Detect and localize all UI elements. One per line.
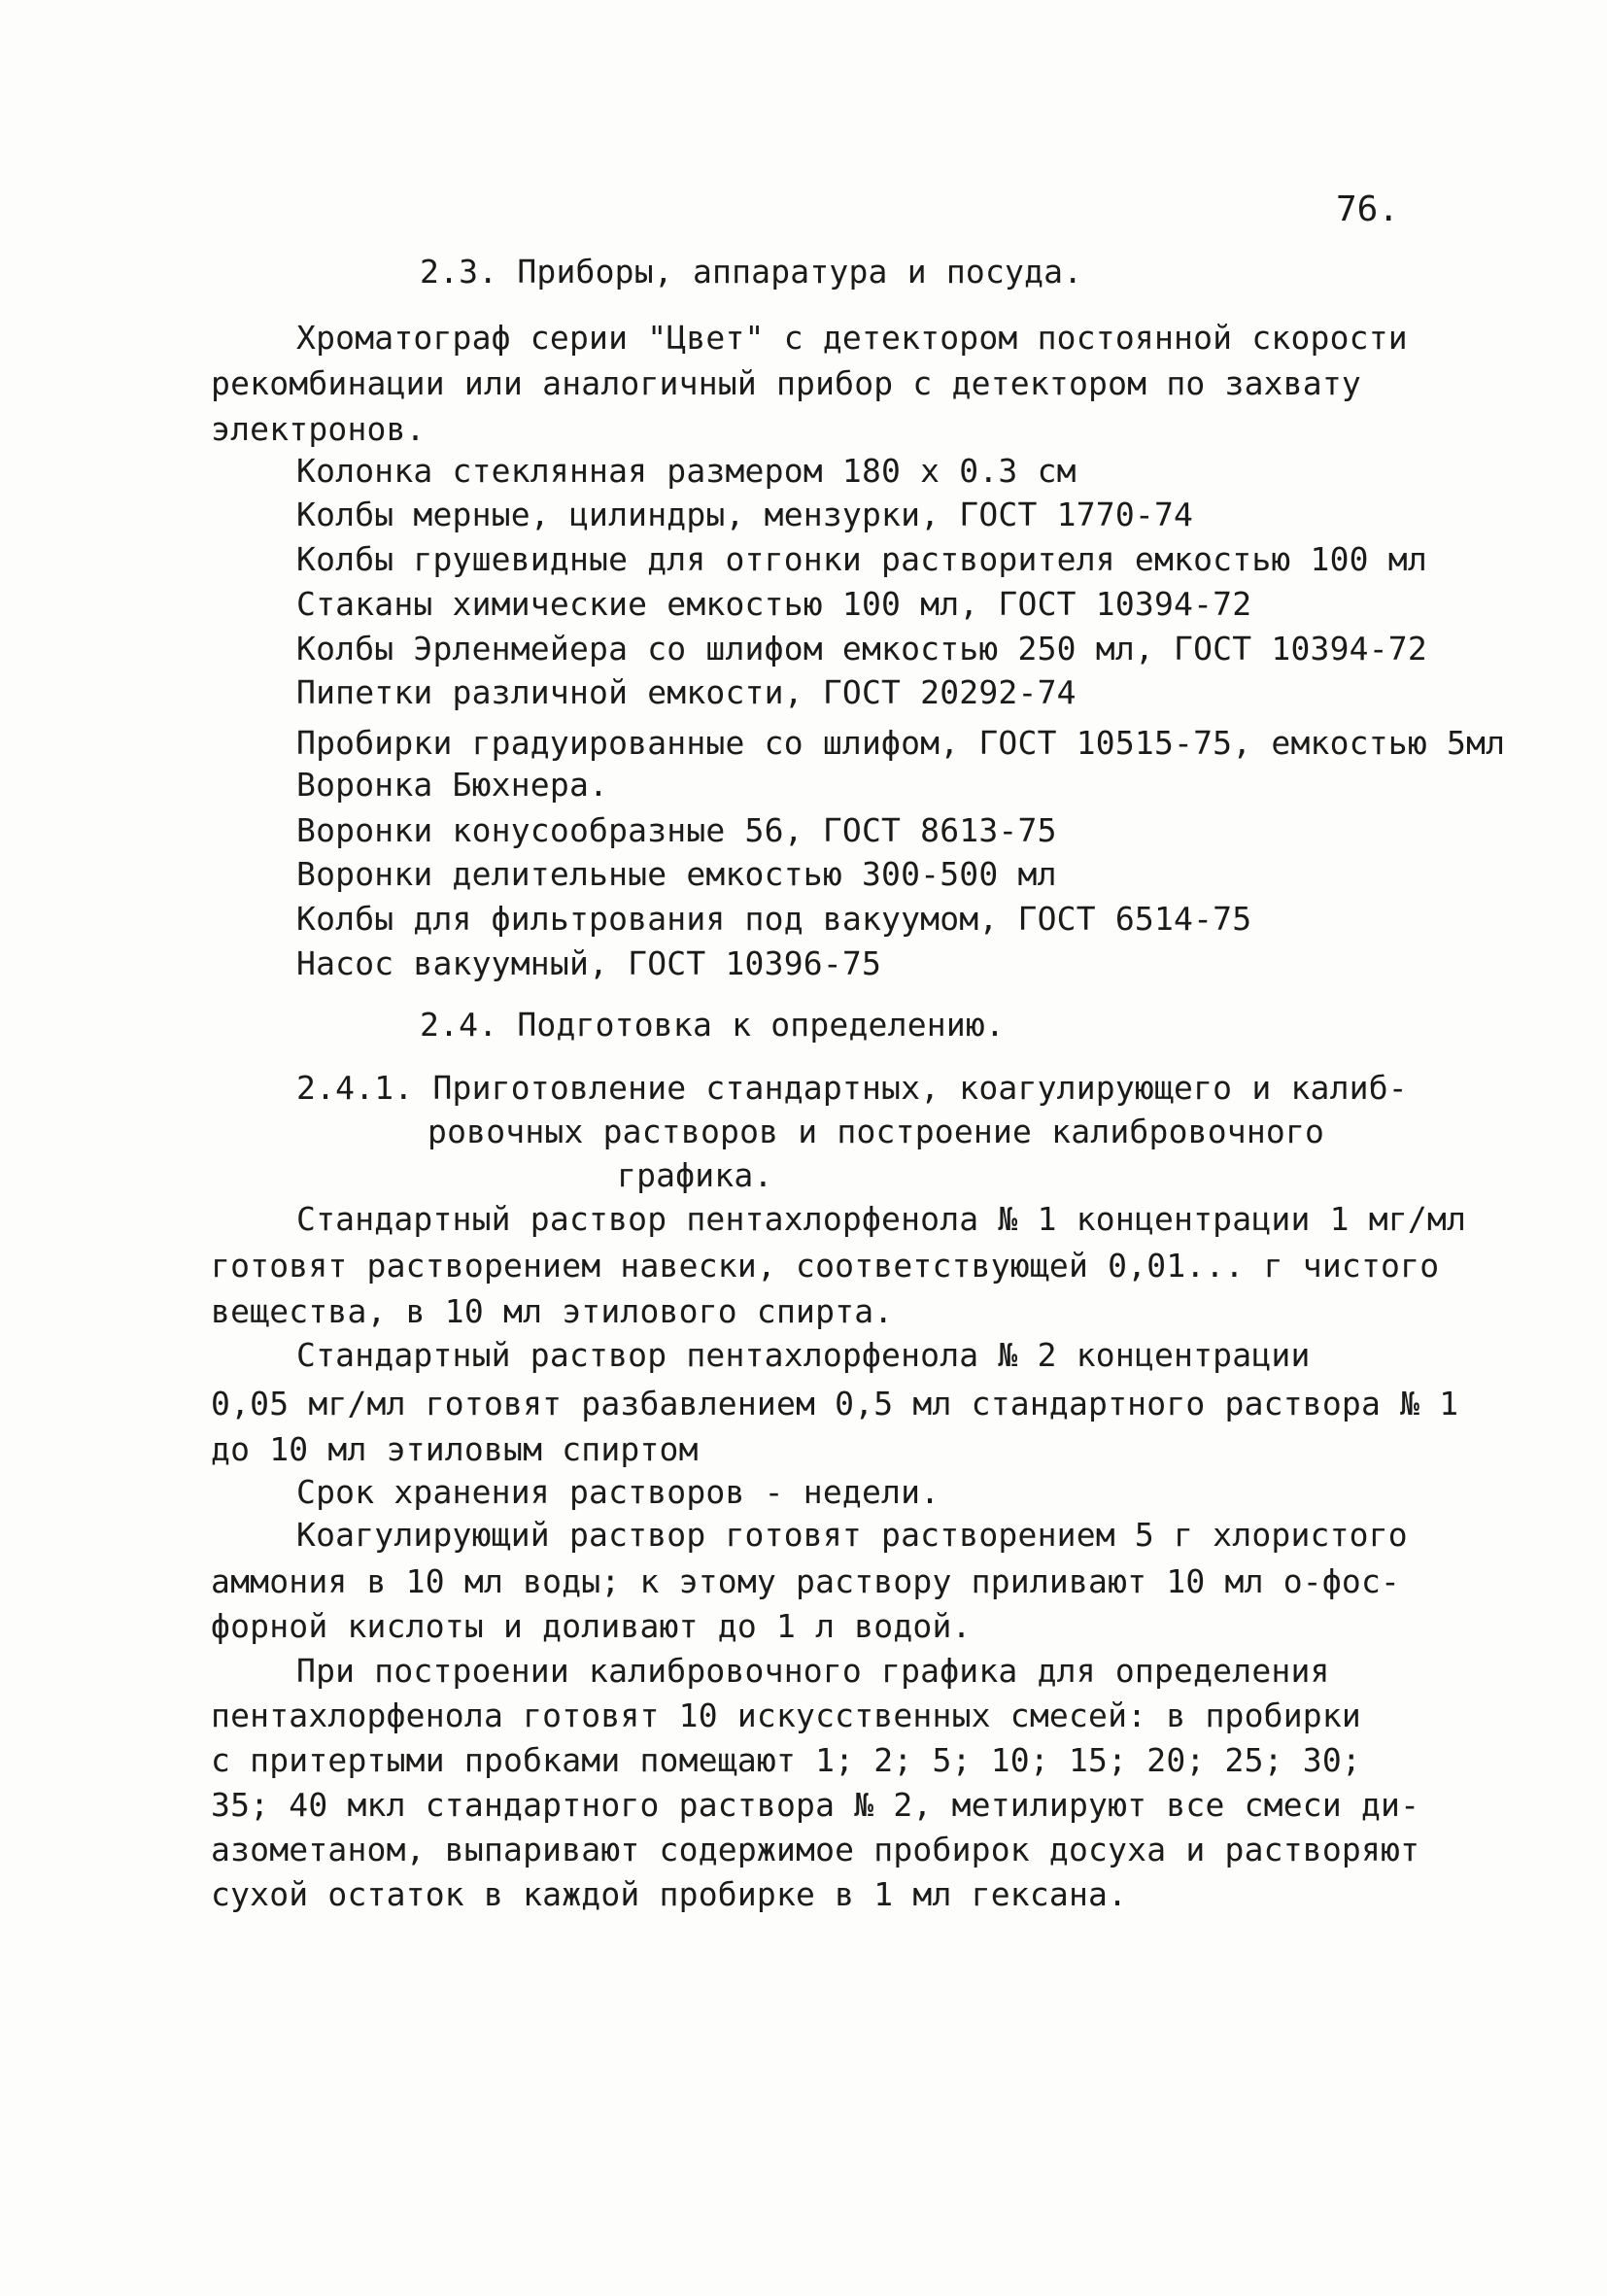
intro-line: рекомбинации или аналогичный прибор с детектором по захвату xyxy=(211,364,1361,402)
paragraph-line: 0,05 мг/мл готовят разбавлением 0,5 мл стандартного раствора № 1 xyxy=(211,1385,1459,1422)
paragraph-line: Стандартный раствор пентахлорфенола № 2 концентрации xyxy=(296,1336,1311,1374)
paragraph-line: форной кислоты и доливают до 1 л водой. xyxy=(211,1607,972,1645)
equipment-item: Воронки делительные емкостью 300-500 мл xyxy=(296,855,1057,893)
paragraph-line: готовят растворением навески, соответствующей 0,01... г чистого xyxy=(211,1247,1440,1285)
paragraph-line: 35; 40 мкл стандартного раствора № 2, метилируют все смеси ди- xyxy=(211,1786,1420,1824)
equipment-item: Насос вакуумный, ГОСТ 10396-75 xyxy=(296,944,882,982)
paragraph-line: Коагулирующий раствор готовят растворением 5 г хлористого xyxy=(296,1516,1408,1554)
equipment-item: Колбы для фильтрования под вакуумом, ГОСТ 6514-75 xyxy=(296,900,1252,938)
subsection-heading-2-4-1: графика. xyxy=(617,1156,773,1194)
equipment-item: Колбы грушевидные для отгонки растворителя емкостью 100 мл xyxy=(296,540,1427,578)
equipment-item: Воронки конусообразные 56, ГОСТ 8613-75 xyxy=(296,811,1057,849)
paragraph-line: Стандартный раствор пентахлорфенола № 1 концентрации 1 мг/мл xyxy=(296,1200,1467,1238)
page-number: 76. xyxy=(1336,189,1400,229)
equipment-item: Пробирки градуированные со шлифом, ГОСТ 10515-75, емкостью 5мл xyxy=(296,724,1506,762)
intro-line: электронов. xyxy=(211,410,426,448)
equipment-item: Пипетки различной емкости, ГОСТ 20292-74 xyxy=(296,673,1077,711)
equipment-item: Колбы мерные, цилиндры, мензурки, ГОСТ 1770-74 xyxy=(296,496,1194,533)
paragraph-line: При построении калибровочного графика для определения xyxy=(296,1652,1330,1690)
section-heading-2-4: 2.4. Подготовка к определению. xyxy=(420,1006,1006,1044)
paragraph-line: сухой остаток в каждой пробирке в 1 мл гексана. xyxy=(211,1875,1128,1913)
subsection-heading-2-4-1: ровочных растворов и построение калибровочного xyxy=(427,1113,1325,1150)
section-heading-2-3: 2.3. Приборы, аппаратура и посуда. xyxy=(420,253,1083,291)
equipment-item: Воронка Бюхнера. xyxy=(296,766,609,804)
subsection-heading-2-4-1: 2.4.1. Приготовление стандартных, коагулирующего и калиб- xyxy=(296,1069,1408,1107)
equipment-item: Колбы Эрленмейера со шлифом емкостью 250 мл, ГОСТ 10394-72 xyxy=(296,630,1427,668)
paragraph-line: азометаном, выпаривают содержимое пробирок досуха и растворяют xyxy=(211,1831,1420,1868)
equipment-item: Колонка стеклянная размером 180 х 0.3 см xyxy=(296,452,1077,490)
paragraph-line: Срок хранения растворов - недели. xyxy=(296,1473,940,1511)
paragraph-line: пентахлорфенола готовят 10 искусственных смесей: в пробирки xyxy=(211,1696,1361,1734)
equipment-item: Стаканы химические емкостью 100 мл, ГОСТ 10394-72 xyxy=(296,585,1252,623)
intro-line: Хроматограф серии "Цвет" с детектором постоянной скорости xyxy=(296,319,1408,357)
paragraph-line: аммония в 10 мл воды; к этому раствору приливают 10 мл о-фос- xyxy=(211,1562,1401,1600)
paragraph-line: до 10 мл этиловым спиртом xyxy=(211,1430,699,1468)
paragraph-line: с притертыми пробками помещают 1; 2; 5; 10; 15; 20; 25; 30; xyxy=(211,1741,1361,1779)
paragraph-line: вещества, в 10 мл этилового спирта. xyxy=(211,1292,894,1330)
